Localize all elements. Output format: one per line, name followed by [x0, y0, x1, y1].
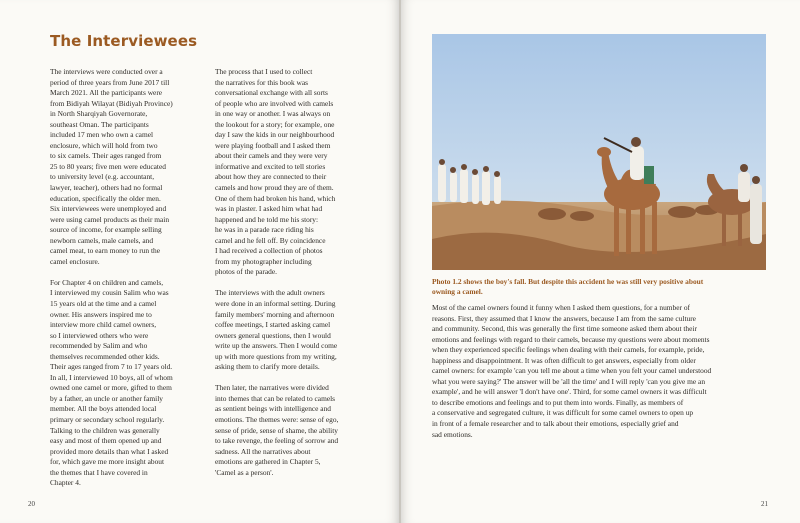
right-page — [401, 0, 800, 523]
page-number: 21 — [761, 500, 768, 508]
page-number: 20 — [28, 500, 35, 508]
paragraph: The interviews with the adult owners were done in an informal setting. During family members' morning and afternoon coffee meetings, I started asking camel owners general questions, then I would write up the answers. Then I would come up with more questions from my writing, asking them to clarify more details. — [215, 288, 338, 372]
section-title: The Interviewees — [50, 32, 198, 50]
photo-illustration — [432, 34, 766, 270]
photo-caption: Photo 1.2 shows the boy's fall. But despite this accident he was still very positive about owning a camel. — [432, 277, 704, 297]
left-page — [0, 0, 399, 523]
paragraph: The interviews were conducted over a period of three years from June 2017 till March 2021. All the participants were from Bidiyah Wilayat (Bidiyah Province) in North Sharqiyah Governorate, southeast Oman. The participants included 17 men who own a camel enclosure, which will hold from two to six camels. Their ages ranged from 25 to 80 years; five men were educated to university level (e.g. accountant, lawyer, teacher), others had no formal education, specifically the older men. Six interviewees were unemployed and were using camel products as their main source of income, for example selling newborn camels, male camels, and camel meat, to earn money to run the camel enclosure. — [50, 67, 173, 266]
body-text: Most of the camel owners found it funny when I asked them questions, for a number of reasons. First, they assumed that I know the answers, because I am from the same culture and community. Second, this was generally the first time someone asked them about their emotions and feelings with regard to their camels, because my questions were about moments when they experienced specific feelings when dealing with their camels, for example, pride, happiness and disappointment. It was often difficult to get answers, especially from older camel owners: for example 'can you tell me about a time when you felt your camel understood what you were saying?' The answer will be 'all the time' and I will reply 'can you give me an example', and he will answer 'I don't have one'. Third, for some camel owners it was difficult to describe emotions and feelings and to put them into words. Finally, as members of a conservative and segregated culture, it was difficult for some camel owners to open up in front of a female researcher and to talk about their emotions, especially grief and sad emotions. — [432, 303, 712, 439]
paragraph: Then later, the narratives were divided into themes that can be related to camels as sentient beings with intelligence and emotions. The themes were: sense of ego, sense of pride, sense of shame, the ability to take revenge, the feeling of sorrow and sadness. All the narratives about emotions are gathered in Chapter 5, 'Camel as a person'. — [215, 383, 339, 477]
paragraph: For Chapter 4 on children and camels, I interviewed my cousin Salim who was 15 years old at the time and a camel owner. His answers inspired me to interview more child camel owners, so I interviewed others who were recommended by Salim and who themselves recommended other kids. Their ages ranged from 7 to 17 years old. In all, I interviewed 10 boys, all of whom owned one camel or more, gifted to them by a father, an uncle or another family member. All the boys attended local primary or secondary school regularly. Talking to the children was generally easy and most of them opened up and provided more details than what I asked for, which gave me more insight about the themes that I have covered in Chapter 4. — [50, 277, 173, 488]
left-column — [50, 67, 200, 499]
camel-parade-photo — [432, 34, 766, 270]
right-column — [215, 67, 370, 489]
paragraph: The process that I used to collect the narratives for this book was conversational exchange with all sorts of people who are involved with camels in one way or another. I was always on the lookout for a story; for example, one day I saw the kids in our neighbourhood were playing football and I asked them about their camels and they were very informative and excited to tell stories about how they are connected to their camels and how proud they are of them. One of them had broken his hand, which was in plaster. I asked him what had happened and he told me his story: he was in a parade race riding his camel and he fell off. By coincidence I had received a collection of photos from my photographer including photos of the parade. — [215, 67, 336, 277]
